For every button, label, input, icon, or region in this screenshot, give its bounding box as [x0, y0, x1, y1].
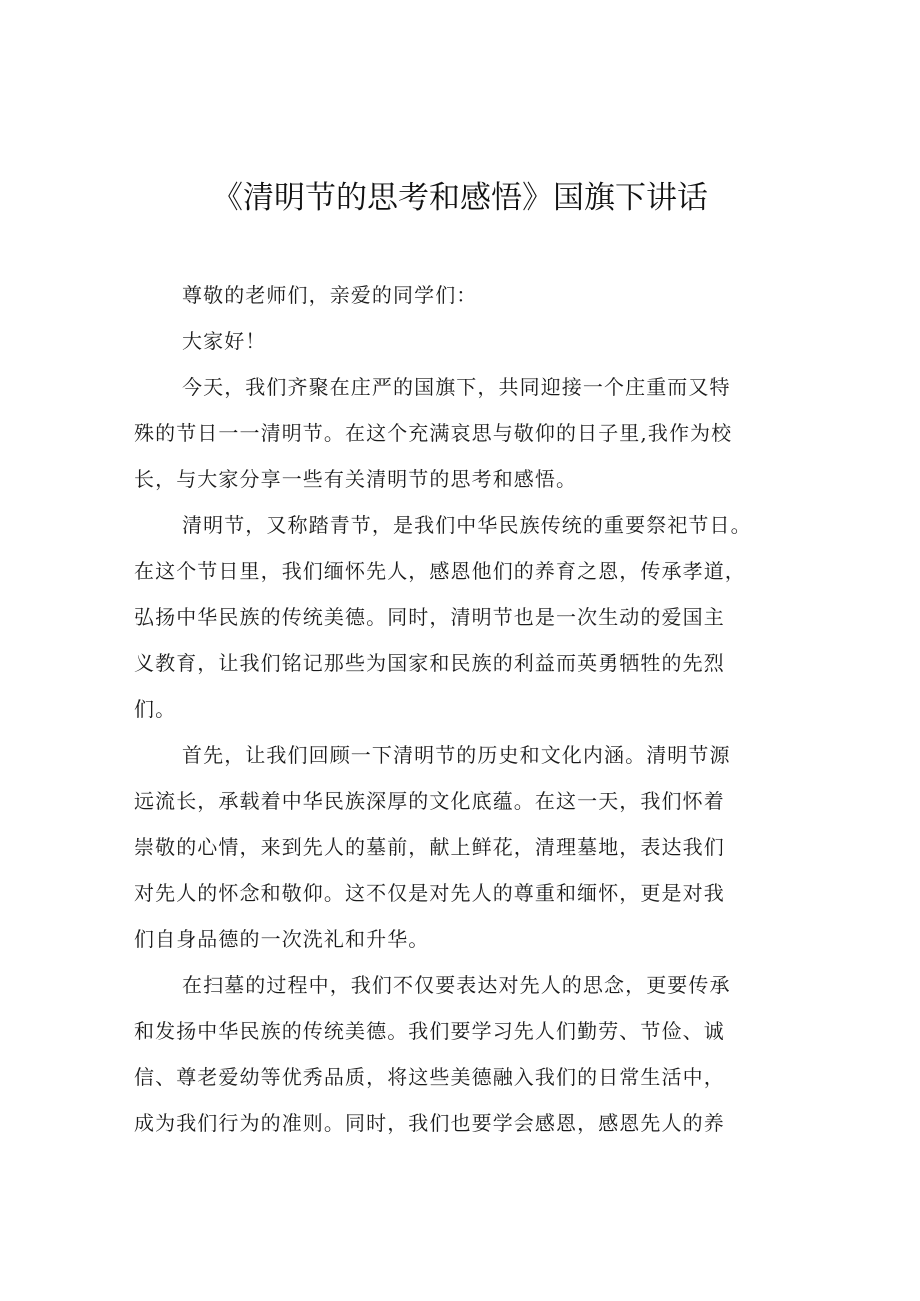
paragraph-line: 长，与大家分享一些有关清明节的思考和感悟。 — [134, 467, 578, 491]
paragraph-line: 成为我们行为的准则。同时，我们也要学会感恩，感恩先人的养 — [134, 1111, 725, 1135]
paragraph-line: 们。 — [134, 697, 177, 721]
paragraph-line: 今天，我们齐聚在庄严的国旗下，共同迎接一个庄重而又特 — [182, 375, 731, 399]
document-title: 《清明节的思考和感悟》国旗下讲话 — [212, 180, 708, 216]
document-body — [134, 272, 814, 1146]
paragraph-line: 尊敬的老师们，亲爱的同学们： — [182, 283, 478, 307]
paragraph-line: 们自身品德的一次洗礼和升华。 — [134, 927, 430, 951]
paragraph-salutation — [134, 272, 814, 318]
paragraph-qingming — [134, 502, 814, 732]
paragraph-line: 和发扬中华民族的传统美德。我们要学习先人们勤劳、节俭、诚 — [134, 1019, 725, 1043]
paragraph-line: 大家好！ — [182, 329, 267, 353]
paragraph-line: 义教育，让我们铭记那些为国家和民族的利益而英勇牺牲的先烈 — [134, 651, 725, 675]
paragraph-line: 清明节，又称踏青节，是我们中华民族传统的重要祭祀节日。 — [182, 513, 752, 537]
paragraph-line: 首先，让我们回顾一下清明节的历史和文化内涵。清明节源 — [182, 743, 731, 767]
paragraph-line: 在扫墓的过程中，我们不仅要表达对先人的思念，更要传承 — [182, 973, 731, 997]
paragraph-line: 对先人的怀念和敬仰。这不仅是对先人的尊重和缅怀，更是对我 — [134, 881, 725, 905]
paragraph-line: 崇敬的心情，来到先人的墓前，献上鲜花，清理墓地，表达我们 — [134, 835, 725, 859]
paragraph-line: 弘扬中华民族的传统美德。同时，清明节也是一次生动的爱国主 — [134, 605, 725, 629]
paragraph-virtues — [134, 962, 814, 1146]
paragraph-line: 信、尊老爱幼等优秀品质，将这些美德融入我们的日常生活中， — [134, 1065, 725, 1089]
paragraph-history — [134, 732, 814, 962]
paragraph-greeting — [134, 318, 814, 364]
paragraph-line: 远流长，承载着中华民族深厚的文化底蕴。在这一天，我们怀着 — [134, 789, 725, 813]
paragraph-intro — [134, 364, 814, 502]
paragraph-line: 殊的节日一一清明节。在这个充满哀思与敬仰的日子里,我作为校 — [134, 421, 733, 445]
paragraph-line: 在这个节日里，我们缅怀先人，感恩他们的养育之恩，传承孝道， — [134, 559, 746, 583]
